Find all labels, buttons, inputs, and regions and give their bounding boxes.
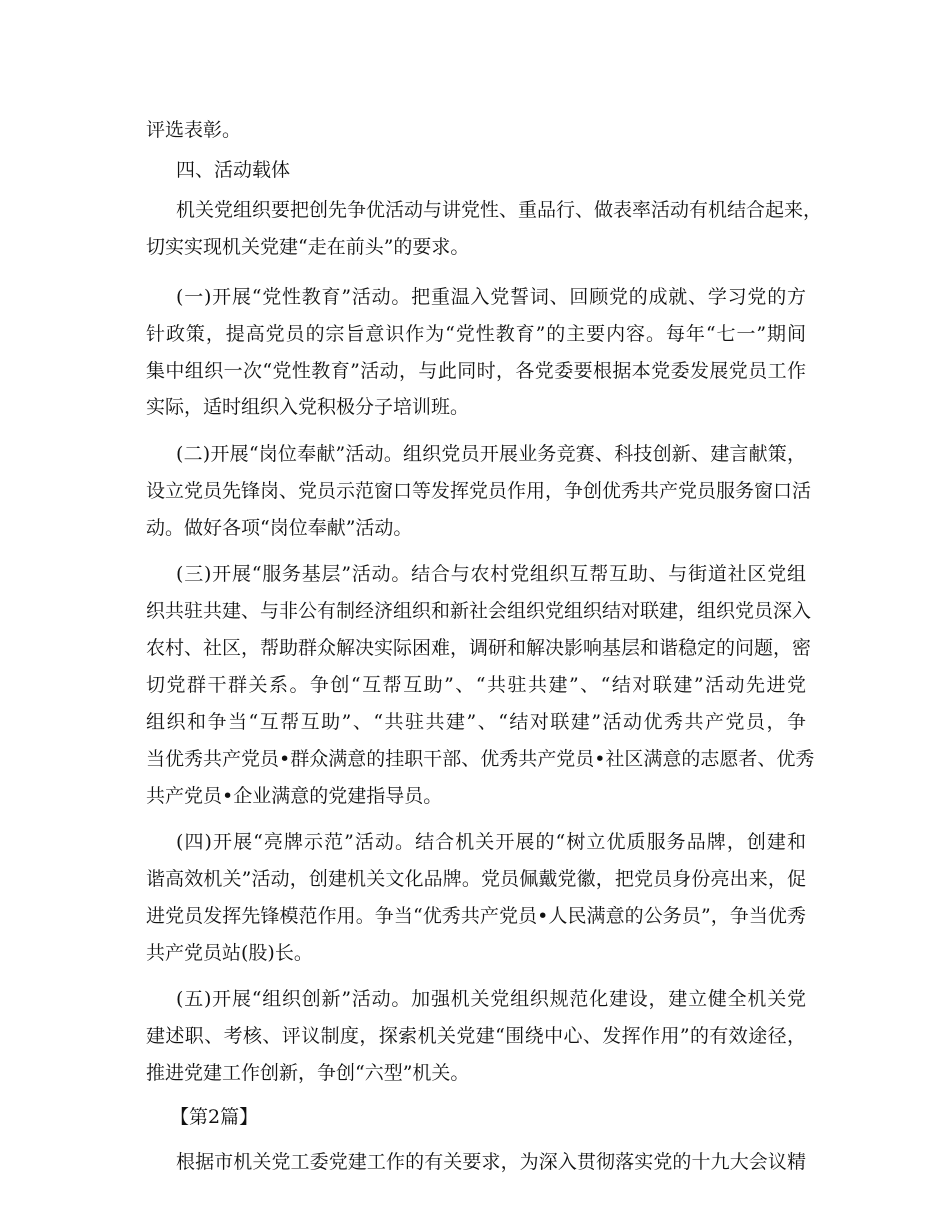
text-line: 实际，适时组织入党积极分子培训班。 — [146, 396, 470, 418]
text-line: (一)开展“党性教育”活动。把重温入党誓词、回顾党的成就、学习党的方 — [176, 286, 806, 308]
text-line: 切党群干群关系。争创“互帮互助”、“共驻共建”、“结对联建”活动先进党 — [146, 674, 806, 696]
text-line: 机关党组织要把创先争优活动与讲党性、重品行、做表率活动有机结合起来， — [176, 199, 823, 221]
text-line: 评选表彰。 — [146, 119, 242, 141]
text-line: 集中组织一次“党性教育”活动，与此同时，各党委要根据本党委发展党员工作 — [146, 360, 806, 382]
chapter-heading: 【第2篇】 — [170, 1106, 259, 1128]
text-line: 动。做好各项“岗位奉献”活动。 — [146, 517, 413, 539]
text-line: 建述职、考核、评议制度，探索机关党建“围绕中心、发挥作用”的有效途径， — [146, 1025, 806, 1047]
text-line: 根据市机关党工委党建工作的有关要求，为深入贯彻落实党的十九大会议精 — [176, 1151, 806, 1173]
text-line: 针政策，提高党员的宗旨意识作为“党性教育”的主要内容。每年“七一”期间 — [146, 323, 806, 345]
text-line: 推进党建工作创新，争创“六型”机关。 — [146, 1062, 470, 1084]
text-line: 农村、社区，帮助群众解决实际困难，调研和解决影响基层和谐稳定的问题，密 — [146, 637, 812, 659]
text-line: 共产党员站(股)长。 — [146, 942, 313, 964]
text-line: 进党员发挥先锋模范作用。争当“优秀共产党员•人民满意的公务员”，争当优秀 — [146, 905, 806, 927]
text-line: (三)开展“服务基层”活动。结合与农村党组织互帮互助、与街道社区党组 — [176, 563, 806, 585]
text-line: (二)开展“岗位奉献”活动。组织党员开展业务竞赛、科技创新、建言献策， — [176, 443, 806, 465]
text-line: 共产党员•企业满意的党建指导员。 — [146, 785, 443, 807]
text-line: (五)开展“组织创新”活动。加强机关党组织规范化建设，建立健全机关党 — [176, 988, 806, 1010]
text-line: 当优秀共产党员•群众满意的挂职干部、优秀共产党员•社区满意的志愿者、优秀 — [146, 748, 815, 770]
section-heading: 四、活动载体 — [176, 159, 291, 181]
text-line: 切实实现机关党建“走在前头”的要求。 — [146, 236, 470, 258]
text-line: 谐高效机关”活动，创建机关文化品牌。党员佩戴党徽，把党员身份亮出来，促 — [146, 868, 806, 890]
text-line: 设立党员先锋岗、党员示范窗口等发挥党员作用，争创优秀共产党员服务窗口活 — [146, 480, 812, 502]
text-line: 织共驻共建、与非公有制经济组织和新社会组织党组织结对联建，组织党员深入 — [146, 600, 812, 622]
text-line: (四)开展“亮牌示范”活动。结合机关开展的“树立优质服务品牌，创建和 — [176, 831, 806, 853]
text-line: 组织和争当“互帮互助”、“共驻共建”、“结对联建”活动优秀共产党员，争 — [146, 711, 806, 733]
